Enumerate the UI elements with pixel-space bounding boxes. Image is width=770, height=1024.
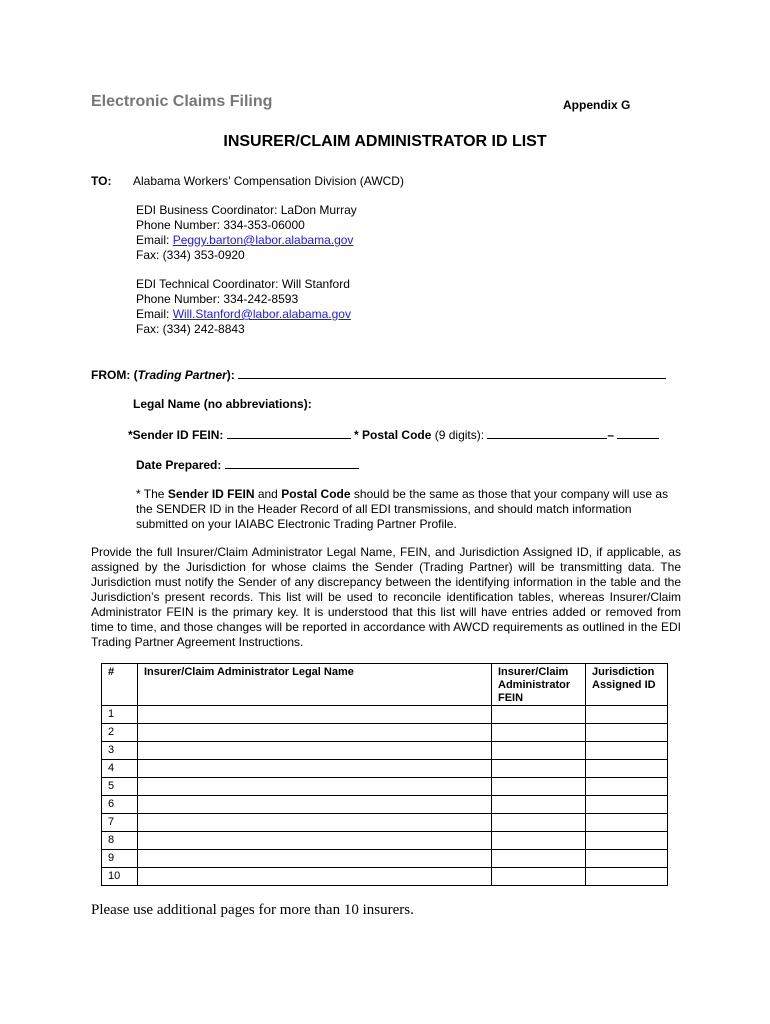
row-number: 6 bbox=[102, 796, 138, 814]
legal-name-cell[interactable] bbox=[138, 850, 492, 868]
page-title: INSURER/CLAIM ADMINISTRATOR ID LIST bbox=[223, 133, 547, 150]
from-label-prefix: FROM: ( bbox=[91, 368, 138, 382]
row-number: 3 bbox=[102, 742, 138, 760]
fein-cell[interactable] bbox=[492, 760, 586, 778]
table-header-row bbox=[102, 664, 668, 706]
col-header-legal-name: Insurer/Claim Administrator Legal Name bbox=[138, 664, 492, 706]
business-coordinator-email-row bbox=[136, 233, 353, 248]
from-label-italic: Trading Partner bbox=[137, 368, 227, 382]
row-number: 4 bbox=[102, 760, 138, 778]
jurisdiction-id-cell[interactable] bbox=[586, 796, 668, 814]
jurisdiction-id-cell[interactable] bbox=[586, 832, 668, 850]
row-number: 1 bbox=[102, 706, 138, 724]
legal-name-cell[interactable] bbox=[138, 778, 492, 796]
table-row bbox=[102, 814, 668, 832]
email-label: Email: bbox=[136, 307, 173, 321]
table-row bbox=[102, 706, 668, 724]
note-text: and bbox=[254, 487, 282, 501]
postal-code-hint: (9 digits): bbox=[431, 428, 488, 442]
legal-name-cell[interactable] bbox=[138, 814, 492, 832]
business-coordinator-phone: Phone Number: 334-353-06000 bbox=[136, 218, 305, 232]
appendix-label: Appendix G bbox=[563, 98, 631, 112]
legal-name-cell[interactable] bbox=[138, 760, 492, 778]
jurisdiction-id-cell[interactable] bbox=[586, 850, 668, 868]
date-prepared-field[interactable] bbox=[225, 457, 359, 469]
fein-cell[interactable] bbox=[492, 778, 586, 796]
to-value: Alabama Workers’ Compensation Division (AWCD) bbox=[133, 174, 404, 188]
date-prepared-row bbox=[136, 457, 359, 472]
fein-cell[interactable] bbox=[492, 742, 586, 760]
table-row bbox=[102, 742, 668, 760]
col-header-number: # bbox=[102, 664, 138, 706]
from-row bbox=[91, 367, 666, 382]
legal-name-cell[interactable] bbox=[138, 724, 492, 742]
legal-name-cell[interactable] bbox=[138, 796, 492, 814]
postal-dash: – bbox=[607, 428, 618, 442]
business-coordinator-email-link[interactable]: Peggy.barton@labor.alabama.gov bbox=[172, 233, 354, 247]
jurisdiction-id-cell[interactable] bbox=[586, 760, 668, 778]
table-row bbox=[102, 796, 668, 814]
legal-name-cell[interactable] bbox=[138, 706, 492, 724]
to-label: TO: bbox=[91, 174, 112, 188]
row-number: 9 bbox=[102, 850, 138, 868]
fein-postal-note bbox=[136, 487, 681, 532]
jurisdiction-id-cell[interactable] bbox=[586, 868, 668, 886]
fein-postal-row bbox=[128, 427, 659, 442]
business-coordinator-fax: Fax: (334) 353-0920 bbox=[136, 248, 245, 262]
technical-coordinator-email-link[interactable]: Will.Stanford@labor.alabama.gov bbox=[172, 307, 351, 321]
technical-coordinator-phone: Phone Number: 334-242-8593 bbox=[136, 292, 299, 306]
note-bold-postal: Postal Code bbox=[281, 487, 351, 501]
note-text: should be the same as those that your company will use as the SENDER ID in the Header Record of all EDI transmissions, and should match information submitted on your IAIABC Electronic Trading Partner Profile. bbox=[136, 487, 669, 531]
row-number: 8 bbox=[102, 832, 138, 850]
table-row bbox=[102, 850, 668, 868]
postal-code-label: * Postal Code bbox=[354, 428, 432, 442]
row-number: 2 bbox=[102, 724, 138, 742]
sender-fein-field[interactable] bbox=[227, 427, 351, 439]
legal-name-cell[interactable] bbox=[138, 742, 492, 760]
legal-name-cell[interactable] bbox=[138, 832, 492, 850]
table-row bbox=[102, 868, 668, 886]
fein-cell[interactable] bbox=[492, 706, 586, 724]
table-row bbox=[102, 832, 668, 850]
instructions-paragraph: Provide the full Insurer/Claim Administrator Legal Name, FEIN, and Jurisdiction Assigned ID, if applicable, as assigned by the Jurisdiction for whose claims the Sender (Trading Partner) will be transmitting data. The Jurisdiction must notify the Sender of any discrepancy between the identifying information in the table and the Jurisdiction’s present records. This list will be used to reconcile identification tables, whereas Insurer/Claim Administrator FEIN is the primary key. It is understood that this list will have entries added or removed from time to time, and those changes will be reported in accordance with AWCD requirements as outlined in the EDI Trading Partner Agreement Instructions. bbox=[91, 545, 681, 649]
fein-cell[interactable] bbox=[492, 814, 586, 832]
col-header-jurisdiction-id: Jurisdiction Assigned ID bbox=[586, 664, 668, 706]
legal-name-label: Legal Name (no abbreviations): bbox=[133, 397, 312, 411]
fein-cell[interactable] bbox=[492, 724, 586, 742]
technical-coordinator-email-row bbox=[136, 307, 351, 322]
from-label-suffix: ): bbox=[226, 368, 235, 382]
fein-cell[interactable] bbox=[492, 832, 586, 850]
technical-coordinator-name: EDI Technical Coordinator: Will Stanford bbox=[136, 277, 350, 291]
note-text: * The bbox=[136, 487, 168, 501]
col-header-fein: Insurer/Claim Administrator FEIN bbox=[492, 664, 586, 706]
table-row bbox=[102, 760, 668, 778]
footer-note: Please use additional pages for more than 10 insurers. bbox=[91, 902, 414, 918]
table-row bbox=[102, 724, 668, 742]
legal-name-cell[interactable] bbox=[138, 868, 492, 886]
trading-partner-field[interactable] bbox=[238, 367, 666, 379]
row-number: 5 bbox=[102, 778, 138, 796]
postal-code-field[interactable] bbox=[487, 427, 607, 439]
technical-coordinator-fax: Fax: (334) 242-8843 bbox=[136, 322, 245, 336]
jurisdiction-id-cell[interactable] bbox=[586, 706, 668, 724]
jurisdiction-id-cell[interactable] bbox=[586, 778, 668, 796]
table-body bbox=[102, 706, 668, 886]
fein-cell[interactable] bbox=[492, 796, 586, 814]
jurisdiction-id-cell[interactable] bbox=[586, 742, 668, 760]
insurer-id-table bbox=[101, 663, 668, 886]
table-row bbox=[102, 778, 668, 796]
jurisdiction-id-cell[interactable] bbox=[586, 814, 668, 832]
jurisdiction-id-cell[interactable] bbox=[586, 724, 668, 742]
row-number: 7 bbox=[102, 814, 138, 832]
note-bold-fein: Sender ID FEIN bbox=[167, 487, 255, 501]
fein-cell[interactable] bbox=[492, 850, 586, 868]
fein-cell[interactable] bbox=[492, 868, 586, 886]
date-prepared-label: Date Prepared: bbox=[136, 458, 222, 472]
row-number: 10 bbox=[102, 868, 138, 886]
business-coordinator-name: EDI Business Coordinator: LaDon Murray bbox=[136, 203, 357, 217]
postal-code-suffix-field[interactable] bbox=[617, 427, 659, 439]
sender-fein-label: *Sender ID FEIN: bbox=[128, 428, 224, 442]
section-title: Electronic Claims Filing bbox=[91, 93, 273, 110]
email-label: Email: bbox=[136, 233, 173, 247]
